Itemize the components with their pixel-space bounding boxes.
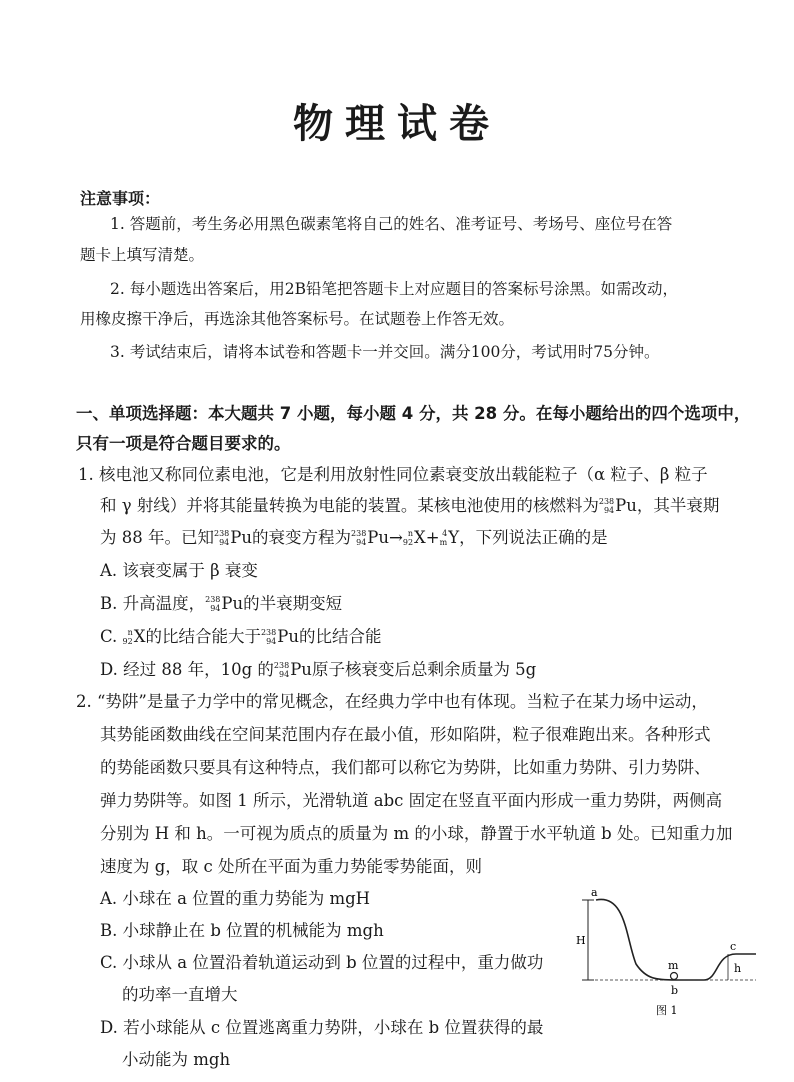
q2-line-2: 其势能函数曲线在空间某范围内存在最小值，形如陷阱，粒子很难跑出来。各种形式 bbox=[100, 725, 711, 744]
nuclide-x: n 92 X bbox=[122, 627, 146, 646]
section-1-heading-line-2: 只有一项是符合题目要求的。 bbox=[76, 434, 291, 453]
note-2-line-2: 用橡皮擦干净后，再选涂其他答案标号。在试题卷上作答无效。 bbox=[80, 310, 515, 328]
nuclide-pu: 238 94 Pu bbox=[351, 528, 390, 547]
nuclide-y: 4 m Y bbox=[439, 528, 460, 547]
potential-well-diagram bbox=[576, 884, 766, 1034]
nuclide-pu: 238 94 Pu bbox=[214, 528, 253, 547]
label-b: b bbox=[671, 984, 679, 997]
nuclide-pu: 238 94 Pu bbox=[205, 594, 244, 613]
q2-line-5: 分别为 H 和 h。一可视为质点的质量为 m 的小球，静置于水平轨道 b 处。已知重力加 bbox=[100, 824, 733, 843]
q2-option-c-line-2: 的功率一直增大 bbox=[122, 985, 238, 1004]
q1-line-3: 为 88 年。已知 238 94 Pu的衰变方程为 238 94 Pu→ n 92 X+ 4 m Y，下列说法正确的是 bbox=[100, 528, 608, 547]
q2-option-d-line-1: D. 若小球能从 c 位置逃离重力势阱，小球在 b 位置获得的最 bbox=[100, 1018, 544, 1037]
q2-line-3: 的势能函数只要具有这种特点，我们都可以称它为势阱，比如重力势阱、引力势阱、 bbox=[100, 758, 711, 777]
q2-option-a: A. 小球在 a 位置的重力势能为 mgH bbox=[100, 889, 371, 908]
figure-1 bbox=[576, 884, 766, 1034]
label-a: a bbox=[591, 886, 598, 899]
ball bbox=[671, 973, 678, 980]
nuclide-pu: 238 94 Pu bbox=[273, 660, 312, 679]
q1-option-a: A. 该衰变属于 β 衰变 bbox=[100, 561, 258, 580]
label-c: c bbox=[730, 940, 737, 953]
label-m: m bbox=[668, 959, 679, 972]
q2-option-b: B. 小球静止在 b 位置的机械能为 mgh bbox=[100, 921, 384, 940]
page-title: 物理试卷 bbox=[293, 100, 501, 147]
q2-line-4: 弹力势阱等。如图 1 所示，光滑轨道 abc 固定在竖直平面内形成一重力势阱，两侧高 bbox=[100, 791, 723, 810]
q1-option-d: D. 经过 88 年，10g 的 238 94 Pu原子核衰变后总剩余质量为 5g bbox=[100, 660, 537, 679]
nuclide-pu: 238 94 Pu bbox=[260, 627, 299, 646]
q1-line-2: 和 γ 射线）并将其能量转换为电能的装置。某核电池使用的核燃料为 238 94 Pu，其半衰期 bbox=[100, 496, 720, 515]
q2-line-1: 2. “势阱”是量子力学中的常见概念，在经典力学中也有体现。当粒子在某力场中运动， bbox=[76, 692, 708, 711]
q1-option-c: C. n 92 X的比结合能大于 238 94 Pu的比结合能 bbox=[100, 627, 382, 646]
label-H: H bbox=[576, 934, 586, 947]
note-2-line-1: 2. 每小题选出答案后，用2B铅笔把答题卡上对应题目的答案标号涂黑。如需改动， bbox=[110, 280, 678, 298]
label-h: h bbox=[734, 962, 742, 975]
nuclide-pu: 238 94 Pu bbox=[598, 496, 637, 515]
q2-option-c-line-1: C. 小球从 a 位置沿着轨道运动到 b 位置的过程中，重力做功 bbox=[100, 953, 544, 972]
section-1-heading-line-1: 一、单项选择题：本大题共 7 小题，每小题 4 分，共 28 分。在每小题给出的四个选项中， bbox=[76, 404, 751, 423]
q1-option-b: B. 升高温度， 238 94 Pu的半衰期变短 bbox=[100, 594, 343, 613]
note-3: 3. 考试结束后，请将本试卷和答题卡一并交回。满分100分，考试用时75分钟。 bbox=[110, 343, 660, 361]
figure-caption: 图 1 bbox=[656, 1004, 678, 1017]
nuclide-x: n 92 X bbox=[402, 528, 426, 547]
arrow: → bbox=[389, 528, 403, 547]
note-1-line-1: 1. 答题前，考生务必用黑色碳素笔将自己的姓名、准考证号、考场号、座位号在答 bbox=[110, 215, 673, 233]
q2-line-6: 速度为 g，取 c 处所在平面为重力势能零势能面，则 bbox=[100, 857, 483, 876]
note-1-line-2: 题卡上填写清楚。 bbox=[80, 246, 205, 264]
q2-option-d-line-2: 小动能为 mgh bbox=[122, 1050, 231, 1069]
q1-line-1: 1. 核电池又称同位素电池，它是利用放射性同位素衰变放出载能粒子（α 粒子、β 粒子 bbox=[78, 465, 708, 484]
notes-heading: 注意事项： bbox=[80, 189, 161, 208]
